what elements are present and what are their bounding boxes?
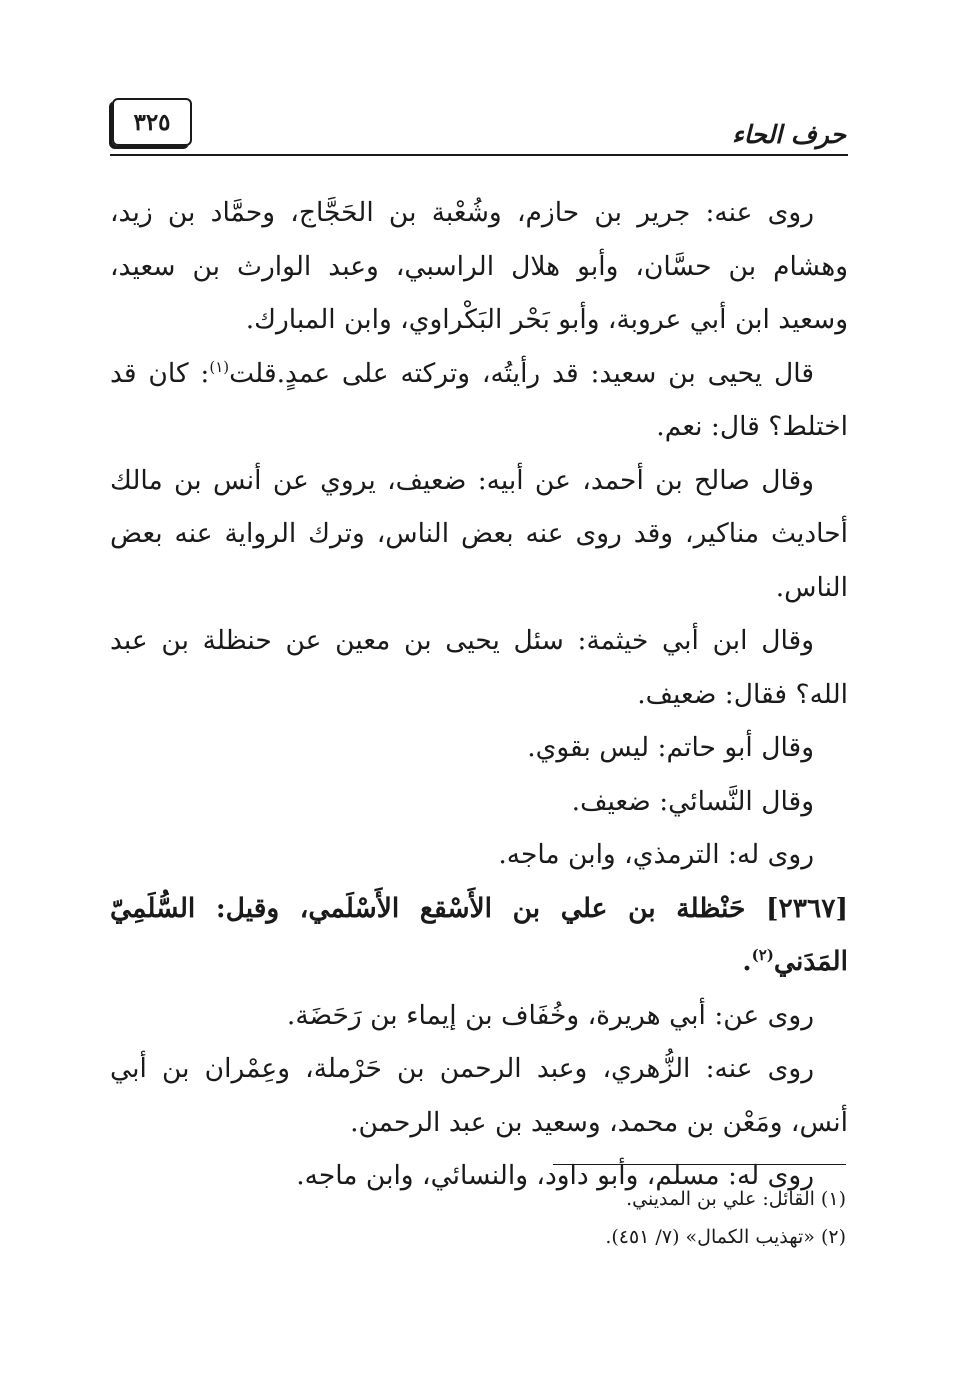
paragraph-abi-khaythama: وقال ابن أبي خيثمة: سئل يحيى بن معين عن حنظلة بن عبد الله؟ فقال: ضعيف.	[110, 625, 848, 710]
paragraph-yahya-qaul	[110, 347, 848, 454]
header-rule	[110, 154, 848, 156]
paragraph-rawa-an: روى عن: أبي هريرة، وخُفَاف بن إيماء بن رَحَضَة.	[286, 999, 814, 1031]
page-number: ٣٢٥	[133, 108, 171, 136]
footnotes	[110, 1180, 846, 1256]
paragraph-rawa-lahu: روى له: الترمذي، وابن ماجه.	[498, 839, 814, 870]
entry-heading-text: [٢٣٦٧] حَنْظلة بن علي بن الأَسْقع الأَسْلَمي، وقيل: السُّلَمِيّ المَدَني	[110, 892, 848, 977]
paragraph-salih: وقال صالح بن أحمد، عن أبيه: ضعيف، يروي عن أنس بن مالك أحاديث مناكير، وقد روى عنه بعض الناس، وترك الرواية عنه بعض الناس.	[110, 464, 848, 603]
footnote-2: (٢) «تهذيب الكمال» (٧/ ٤٥١).	[605, 1226, 846, 1248]
qaul-text-end: : كان قد اختلط؟ قال: نعم.	[110, 357, 848, 442]
footnote-rule	[553, 1164, 846, 1165]
paragraph-rawa-anhu: روى عنه: الزُّهري، وعبد الرحمن بن حَرْملة، وعِمْران بن أبي أنس، ومَعْن بن محمد، وسعيد بن عبد الرحمن.	[110, 1053, 848, 1138]
body-text	[110, 186, 848, 1203]
paragraph-abu-hatim: وقال أبو حاتم: ليس بقوي.	[527, 732, 814, 763]
qaul-text-start: قال يحيى بن سعيد: قد رأيتُه، وتركته على عمدٍ.قلت	[229, 357, 814, 389]
footnote-ref-2: (٢)	[751, 946, 774, 965]
paragraph-nasai: وقال النَّسائي: ضعيف.	[571, 785, 814, 817]
entry-heading	[110, 882, 848, 989]
entry-heading-tail: .	[742, 946, 752, 977]
paragraph-rawa-lahu-2: روى له: مسلم، وأبو داود، والنسائي، وابن ماجه.	[296, 1160, 814, 1191]
running-header-title: حرف الحاء	[732, 120, 846, 149]
footnote-1: (١) القائل: علي بن المديني.	[626, 1188, 846, 1210]
paragraph-narrators: روى عنه: جرير بن حازم، وشُعْبة بن الحَجَّاج، وحمَّاد بن زيد، وهشام بن حسَّان، وأبو هلال الراسبي، وعبد الوارث بن سعيد، وسعيد ابن أبي عروبة، وأبو بَحْر البَكْراوي، وابن المبارك.	[110, 197, 848, 335]
page-number-box	[112, 98, 192, 146]
footnote-ref-1: (١)	[209, 357, 230, 376]
